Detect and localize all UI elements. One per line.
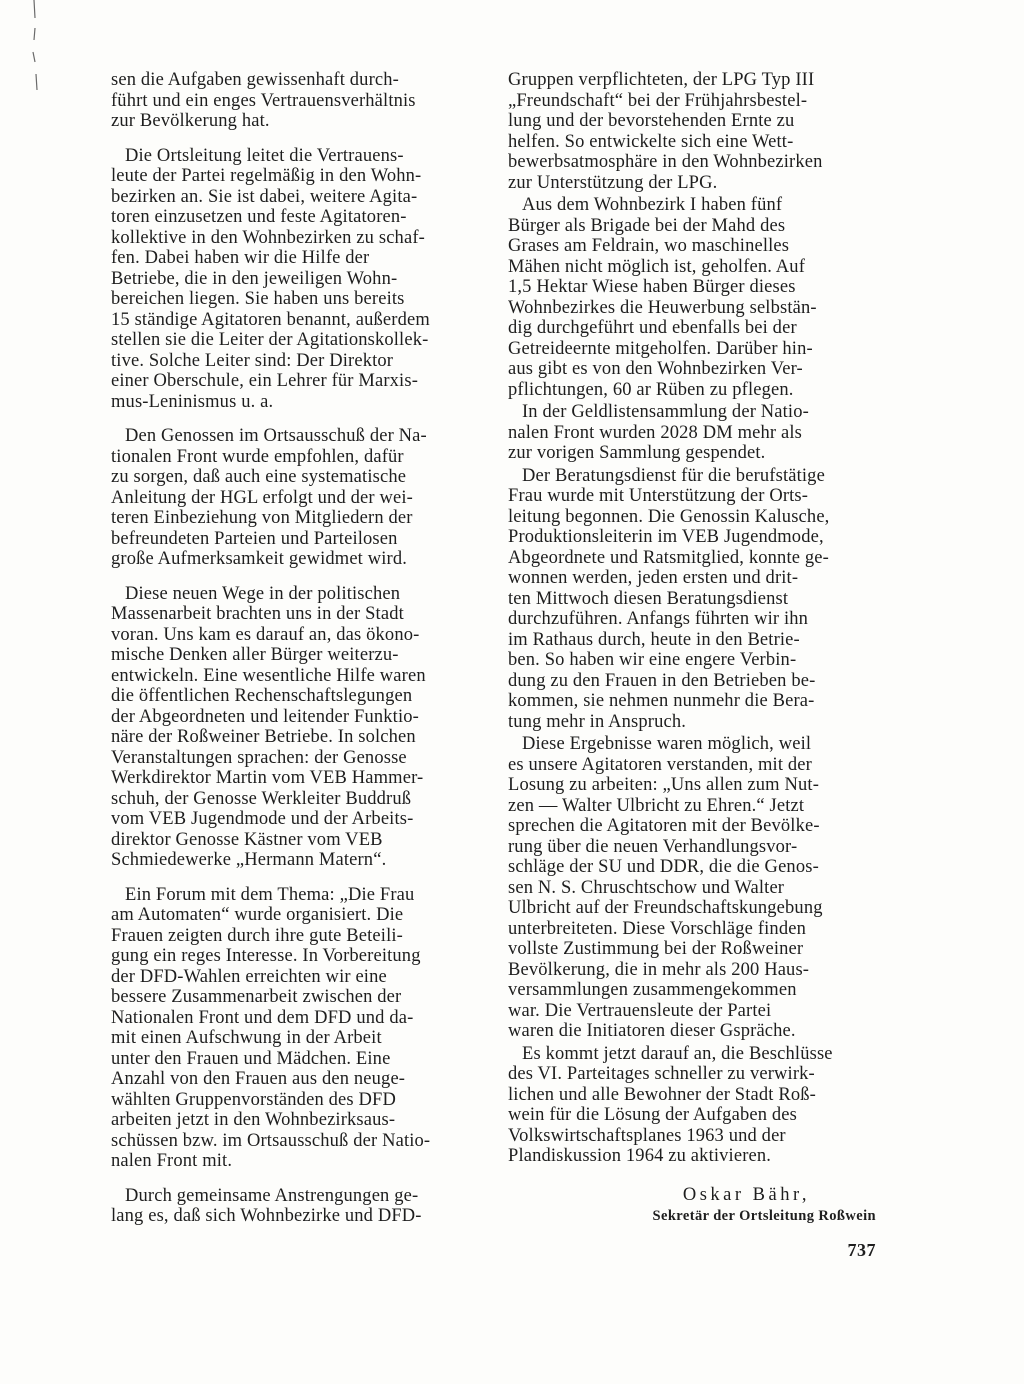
scan-edge-mark (30, 0, 40, 100)
paragraph-right-1: Gruppen verpflichteten, der LPG Typ III „Freundschaft“ bei der Frühjahrsbestel- lung und der bevorstehenden Ernte zu helfen. So entwickelte sich eine Wett- bewerbsatmosphäre in den Wohnbezirken zur Unterstützung der LPG. (508, 70, 823, 193)
paragraph-right-6: Es kommt jetzt darauf an, die Beschlüsse des VI. Parteitages schneller zu verwirk- lichen und alle Bewohner der Stadt Roß- wein für die Lösung der Aufgaben des Volkswirtschaftsplanes 1963 und der Plandiskussion 1964 zu aktivieren. (508, 1043, 833, 1166)
paragraph-left-6: Durch gemeinsame Anstrengungen ge- lang es, daß sich Wohnbezirke und DFD- (111, 1185, 422, 1226)
right-column (508, 70, 876, 1169)
paragraph-left-2: Die Ortsleitung leitet die Vertrauens- leute der Partei regelmäßig in den Wohn- bezirken an. Sie ist dabei, weitere Agita- toren einzusetzen und feste Agitatoren- kollektive in den Wohnbezirken zu schaf- fen. Dabei haben wir die Hilfe der Betriebe, die in den jeweiligen Wohn- bereichen liegen. Sie haben uns bereits 15 ständige Agitatoren benannt, außerdem stellen sie die Leiter der Agitationskollek- tive. Solche Leiter sind: Der Direktor einer Oberschule, ein Lehrer für Marxis- mus-Leninismus u. a. (111, 145, 430, 412)
paragraph-left-3: Den Genossen im Ortsausschuß der Na- tionalen Front wurde empfohlen, dafür zu sorgen, daß auch eine systematische Anleitung der HGL erfolgt und der wei- teren Einbeziehung von Mitgliedern der befreundeten Parteien und Parteilosen große Aufmerksamkeit gewidmet wird. (111, 426, 427, 569)
paragraph-left-1: sen die Aufgaben gewissenhaft durch- führt und ein enges Vertrauensverhältnis zur Bevölkerung hat. (111, 70, 416, 131)
paragraph-right-3: In der Geldlistensammlung der Natio- nalen Front wurden 2028 DM mehr als zur vorigen Sammlung gespendet. (508, 402, 809, 463)
paragraph-left-5: Ein Forum mit dem Thema: „Die Frau am Automaten“ wurde organisiert. Die Frauen zeigten durch ihre gute Beteili- gung ein reges Interesse. In Vorbereitung der DFD-Wahlen erreichten wir eine bessere Zusammenarbeit zwischen der Nationalen Front und dem DFD und da- mit einen Aufschwung in der Arbeit unter den Frauen und Mädchen. Eine Anzahl von den Frauen aus den neuge- wählten Gruppenvorständen des DFD arbeiten jetzt in den Wohnbezirksaus- schüssen bzw. im Ortsausschuß der Natio- nalen Front mit. (111, 884, 431, 1171)
page-number: 737 (847, 1240, 876, 1260)
left-column (111, 70, 479, 1241)
signature-name: Oskar Bähr, (682, 1185, 810, 1205)
paragraph-right-4: Der Beratungsdienst für die berufstätige Frau wurde mit Unterstützung der Orts- leitung begonnen. Die Genossin Kalusche, Produktionsleiterin im VEB Jugendmode, Abgeordnete und Ratsmitglied, konnte ge- wonnen werden, jeden ersten und drit- ten Mittwoch diesen Beratungsdienst durchzuführen. Anfangs führten wir ihn im Rathaus durch, heute in den Betrie- ben. So haben wir eine engere Verbin- dung zu den Frauen in den Betrieben be- kommen, sie nehmen nunmehr die Bera- tung mehr in Anspruch. (508, 465, 830, 732)
signature-block (508, 1184, 876, 1226)
paragraph-right-5: Diese Ergebnisse waren möglich, weil es unsere Agitatoren verstanden, mit der Losung zu arbeiten: „Uns allen zum Nut- zen — Walter Ulbricht zu Ehren.“ Jetzt sprechen die Agitatoren mit der Bevölke- rung über die neuen Verhandlungsvor- schläge der SU und DDR, die die Genos- sen N. S. Chruschtschow und Walter Ulbricht auf der Freundschaftskungebung unterbreiteten. Diese Vorschläge finden vollste Zustimmung bei der Roßweiner Bevölkerung, die in mehr als 200 Haus- versammlungen zusammengekommen war. Die Vertrauensleute der Partei waren die Initiatoren dieser Gspräche. (508, 734, 823, 1041)
signature-role: Sekretär der Ortsleitung Roßwein (652, 1208, 876, 1224)
paragraph-left-4: Diese neuen Wege in der politischen Massenarbeit brachten uns in der Stadt voran. Uns kam es darauf an, das ökono- mische Denken aller Bürger weiterzu- entwickeln. Eine wesentliche Hilfe waren die öffentlichen Rechenschaftslegungen der Abgeordneten und leitender Funktio- näre der Roßweiner Betriebe. In solchen Veranstaltungen sprachen: der Genosse Werkdirektor Martin vom VEB Hammer- schuh, der Genosse Werkleiter Buddruß vom VEB Jugendmode und der Arbeits- direktor Genosse Kästner vom VEB Schmiedewerke „Hermann Matern“. (111, 583, 426, 870)
paragraph-right-2: Aus dem Wohnbezirk I haben fünf Bürger als Brigade bei der Mahd des Grases am Feldrain, wo maschinelles Mähen nicht möglich ist, geholfen. Auf 1,5 Hektar Wiese haben Bürger dieses Wohnbezirkes die Heuwerbung selbstän- dig durchgeführt und ebenfalls bei der Getreideernte mitgeholfen. Darüber hin- aus gibt es von den Wohnbezirken Ver- pflichtungen, 60 ar Rüben zu pflegen. (508, 195, 817, 400)
